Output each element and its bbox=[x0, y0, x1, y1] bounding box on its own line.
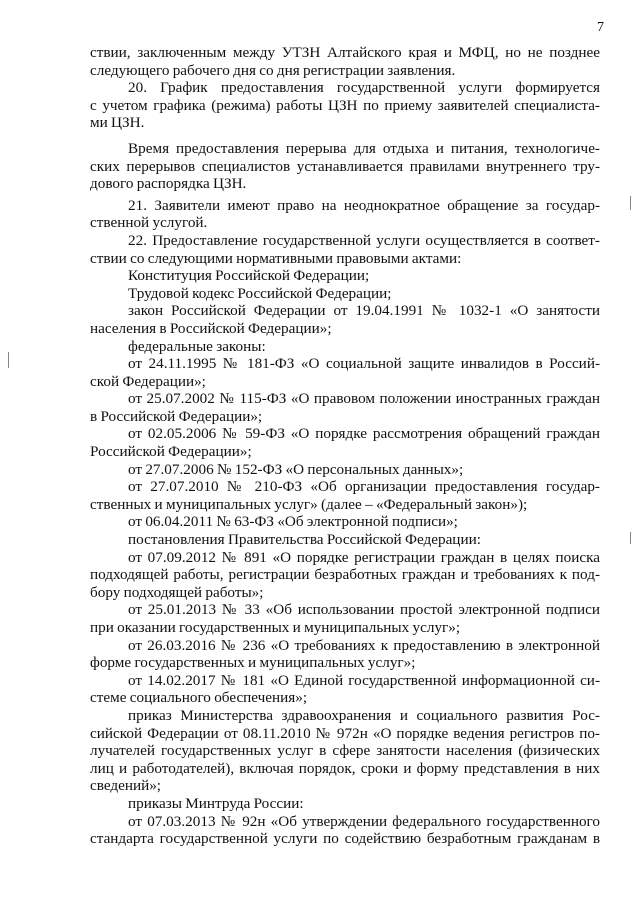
text-line: Трудовой кодекс Российской Федерации; bbox=[128, 284, 392, 302]
text-line: Конституция Российской Федерации; bbox=[128, 267, 370, 285]
text-line: ми ЦЗН. bbox=[90, 114, 145, 132]
text-line: постановления Правительства Российской Федерации: bbox=[128, 531, 481, 549]
text-line: бору подходящей работы»; bbox=[90, 583, 264, 601]
text-line: следующего рабочего дня со дня регистрации заявления. bbox=[90, 61, 456, 79]
text-line: ствии со следующими нормативными правовыми актами: bbox=[90, 249, 462, 267]
text-line: от 27.07.2010 № 210-ФЗ «Об организации предоставления государ- bbox=[128, 478, 600, 496]
text-line: от 26.03.2016 № 236 «О требованиях к предоставлению в электронной bbox=[128, 636, 600, 654]
text-line: от 07.09.2012 № 891 «О порядке регистрации граждан в целях поиска bbox=[128, 548, 600, 566]
text-line: 20. График предоставления государственной услуги формируется bbox=[128, 79, 600, 97]
text-line: сведений»; bbox=[90, 777, 162, 795]
text-line: населения в Российской Федерации»; bbox=[90, 319, 332, 337]
text-line: лиц и работодателей), включая порядок, сроки и форму представления в них bbox=[90, 759, 600, 777]
text-line: федеральные законы: bbox=[128, 337, 266, 355]
scan-margin-mark bbox=[630, 532, 631, 544]
text-line: ской Федерации»; bbox=[90, 372, 206, 390]
text-line: 22. Предоставление государственной услуги осуществляется в соответ- bbox=[128, 231, 600, 249]
text-line: лучателей государственных услуг в сфере занятости населения (физических bbox=[90, 742, 600, 760]
text-line: стандарта государственной услуги по содействию безработным гражданам в bbox=[90, 830, 600, 848]
text-line: приказы Минтруда России: bbox=[128, 794, 304, 812]
text-line: ственных и муниципальных услуг» (далее – «Федеральный закон»); bbox=[90, 495, 528, 513]
page-number: 7 bbox=[597, 20, 604, 35]
text-line: при оказании государственных и муниципальных услуг»; bbox=[90, 619, 461, 636]
text-line: закон Российской Федерации от 19.04.1991 № 1032-1 «О занятости bbox=[128, 302, 600, 320]
text-line: Время предоставления перерыва для отдыха и питания, технологиче- bbox=[128, 139, 600, 157]
text-line: приказ Министерства здравоохранения и социального развития Рос- bbox=[128, 706, 600, 724]
text-line: от 25.01.2013 № 33 «Об использовании простой электронной подписи bbox=[128, 601, 600, 619]
text-line: дового распорядка ЦЗН. bbox=[90, 175, 247, 193]
text-line: 21. Заявители имеют право на неоднократное обращение за государ- bbox=[128, 196, 600, 214]
text-line: от 24.11.1995 № 181-ФЗ «О социальной защите инвалидов в Россий- bbox=[128, 355, 600, 373]
text-line: в Российской Федерации»; bbox=[90, 407, 263, 425]
text-line: от 27.07.2006 № 152-ФЗ «О персональных данных»; bbox=[128, 460, 464, 478]
text-line: от 02.05.2006 № 59-ФЗ «О порядке рассмотрения обращений граждан bbox=[128, 425, 600, 443]
text-line: с учетом графика (режима) работы ЦЗН по приему заявителей специалиста- bbox=[90, 96, 600, 114]
document-body bbox=[90, 44, 600, 848]
text-line: подходящей работы, регистрации безработных граждан и требованиях к под- bbox=[90, 566, 600, 584]
text-line: форме государственных и муниципальных услуг»; bbox=[90, 654, 416, 672]
text-line: ственной услугой. bbox=[90, 214, 208, 232]
text-line: от 07.03.2013 № 92н «Об утверждении федерального государственного bbox=[128, 812, 600, 830]
text-line: ских перерывов специалистов устанавливается правилами внутреннего тру- bbox=[90, 157, 600, 175]
text-line: Российской Федерации»; bbox=[90, 443, 252, 461]
text-line: от 14.02.2017 № 181 «О Единой государственной информационной си- bbox=[128, 671, 600, 689]
text-line: от 25.07.2002 № 115-ФЗ «О правовом положении иностранных граждан bbox=[128, 390, 600, 408]
text-line: ствии, заключенным между УТЗН Алтайского края и МФЦ, но не позднее bbox=[90, 44, 600, 61]
scan-margin-mark bbox=[630, 196, 631, 210]
text-line: сийской Федерации от 08.11.2010 № 972н «О порядке ведения регистров по- bbox=[90, 724, 600, 742]
scan-margin-mark bbox=[8, 352, 9, 368]
text-line: от 06.04.2011 № 63-ФЗ «Об электронной подписи»; bbox=[128, 513, 458, 531]
text-line: стеме социального обеспечения»; bbox=[90, 689, 308, 707]
